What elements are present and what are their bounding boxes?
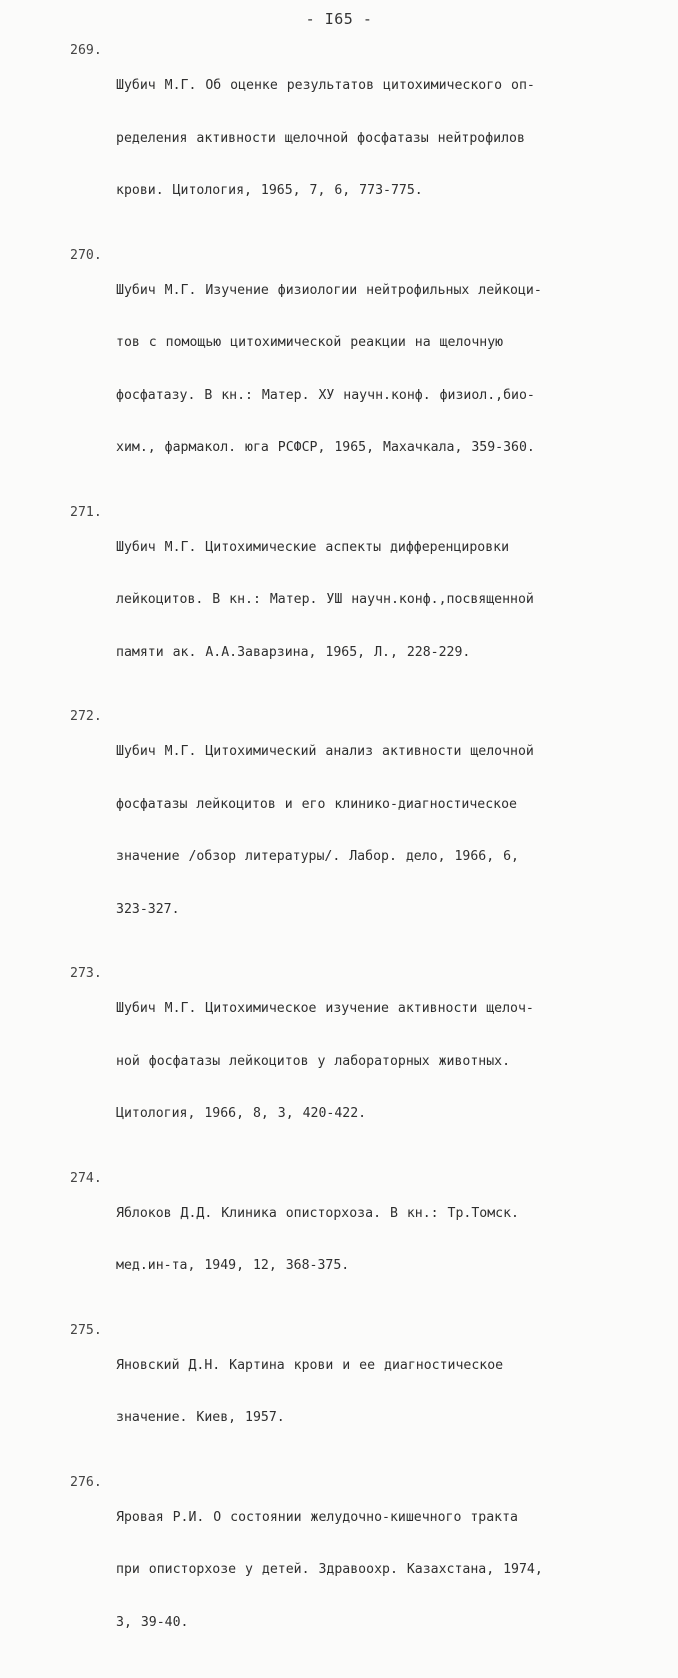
entry-line: фосфатазу. В кн.: Матер. ХУ научн.конф. физиол.,био- bbox=[116, 387, 535, 403]
entry-line: хим., фармакол. юга РСФСР, 1965, Махачкала, 359-360. bbox=[116, 440, 535, 455]
entry-text bbox=[116, 1322, 630, 1462]
entry-line: Шубич М.Г. Об оценке результатов цитохимического оп- bbox=[116, 78, 535, 93]
bibliography-entry bbox=[70, 708, 630, 953]
entry-line: памяти ак. А.А.Заварзина, 1965, Л., 228-229. bbox=[116, 644, 471, 660]
entry-text bbox=[116, 42, 630, 235]
entry-line: Яблоков Д.Д. Клиника описторхоза. В кн.: Тр.Томск. bbox=[116, 1205, 519, 1221]
entry-line: тов с помощью цитохимической реакции на щелочную bbox=[116, 335, 504, 350]
entry-text bbox=[116, 1474, 630, 1667]
bibliography-entry bbox=[70, 504, 630, 697]
page-number: - I65 - bbox=[305, 10, 373, 28]
entry-line: ределения активности щелочной фосфатазы нейтрофилов bbox=[116, 130, 525, 146]
bibliography-entry bbox=[70, 1170, 630, 1310]
entry-number: 270. bbox=[70, 247, 102, 263]
bibliography-entry bbox=[70, 965, 630, 1158]
entry-line: мед.ин-та, 1949, 12, 368-375. bbox=[116, 1258, 350, 1273]
entry-line: Шубич М.Г. Изучение физиологии нейтрофильных лейкоци- bbox=[116, 282, 542, 298]
entry-line: Яровая Р.И. О состоянии желудочно-кишечного тракта bbox=[116, 1509, 518, 1525]
entry-line: крови. Цитология, 1965, 7, 6, 773-775. bbox=[116, 183, 423, 198]
entry-number: 273. bbox=[70, 966, 102, 981]
entry-text bbox=[116, 1170, 630, 1310]
entry-number: 269. bbox=[70, 43, 102, 58]
entry-text bbox=[116, 708, 630, 953]
entry-line: 3, 39-40. bbox=[116, 1614, 189, 1630]
bibliography-entry bbox=[70, 42, 630, 235]
bibliography-entry bbox=[70, 1474, 630, 1667]
entry-line: ной фосфатазы лейкоцитов у лабораторных животных. bbox=[116, 1053, 511, 1069]
entry-number: 271. bbox=[70, 504, 102, 520]
entry-text bbox=[116, 247, 630, 492]
bibliography-entry bbox=[70, 247, 630, 492]
entry-line: 323-327. bbox=[116, 901, 180, 917]
entry-text bbox=[116, 965, 630, 1158]
entry-line: Шубич М.Г. Цитохимические аспекты дифференцировки bbox=[116, 539, 510, 555]
entry-number: 272. bbox=[70, 709, 102, 724]
entry-line: лейкоцитов. В кн.: Матер. УШ научн.конф.,посвященной bbox=[116, 592, 534, 607]
entry-number: 276. bbox=[70, 1474, 102, 1490]
entry-line: Цитология, 1966, 8, 3, 420-422. bbox=[116, 1106, 367, 1121]
entry-number: 275. bbox=[70, 1322, 102, 1338]
entry-line: значение. Киев, 1957. bbox=[116, 1410, 285, 1425]
entry-number: 274. bbox=[70, 1170, 102, 1186]
entry-line: значение /обзор литературы/. Лабор. дело, 1966, 6, bbox=[116, 849, 519, 864]
entry-text bbox=[116, 504, 630, 697]
entry-line: Шубич М.Г. Цитохимическое изучение активности щелоч- bbox=[116, 1001, 534, 1016]
entry-line: Шубич М.Г. Цитохимический анализ активности щелочной bbox=[116, 744, 534, 759]
entry-line: фосфатазы лейкоцитов и его клинико-диагностическое bbox=[116, 796, 517, 812]
entry-line: Яновский Д.Н. Картина крови и ее диагностическое bbox=[116, 1357, 504, 1373]
entry-line: при описторхозе у детей. Здравоохр. Казахстана, 1974, bbox=[116, 1562, 543, 1577]
bibliography-entry bbox=[70, 1322, 630, 1462]
bibliography-list bbox=[70, 42, 630, 1678]
